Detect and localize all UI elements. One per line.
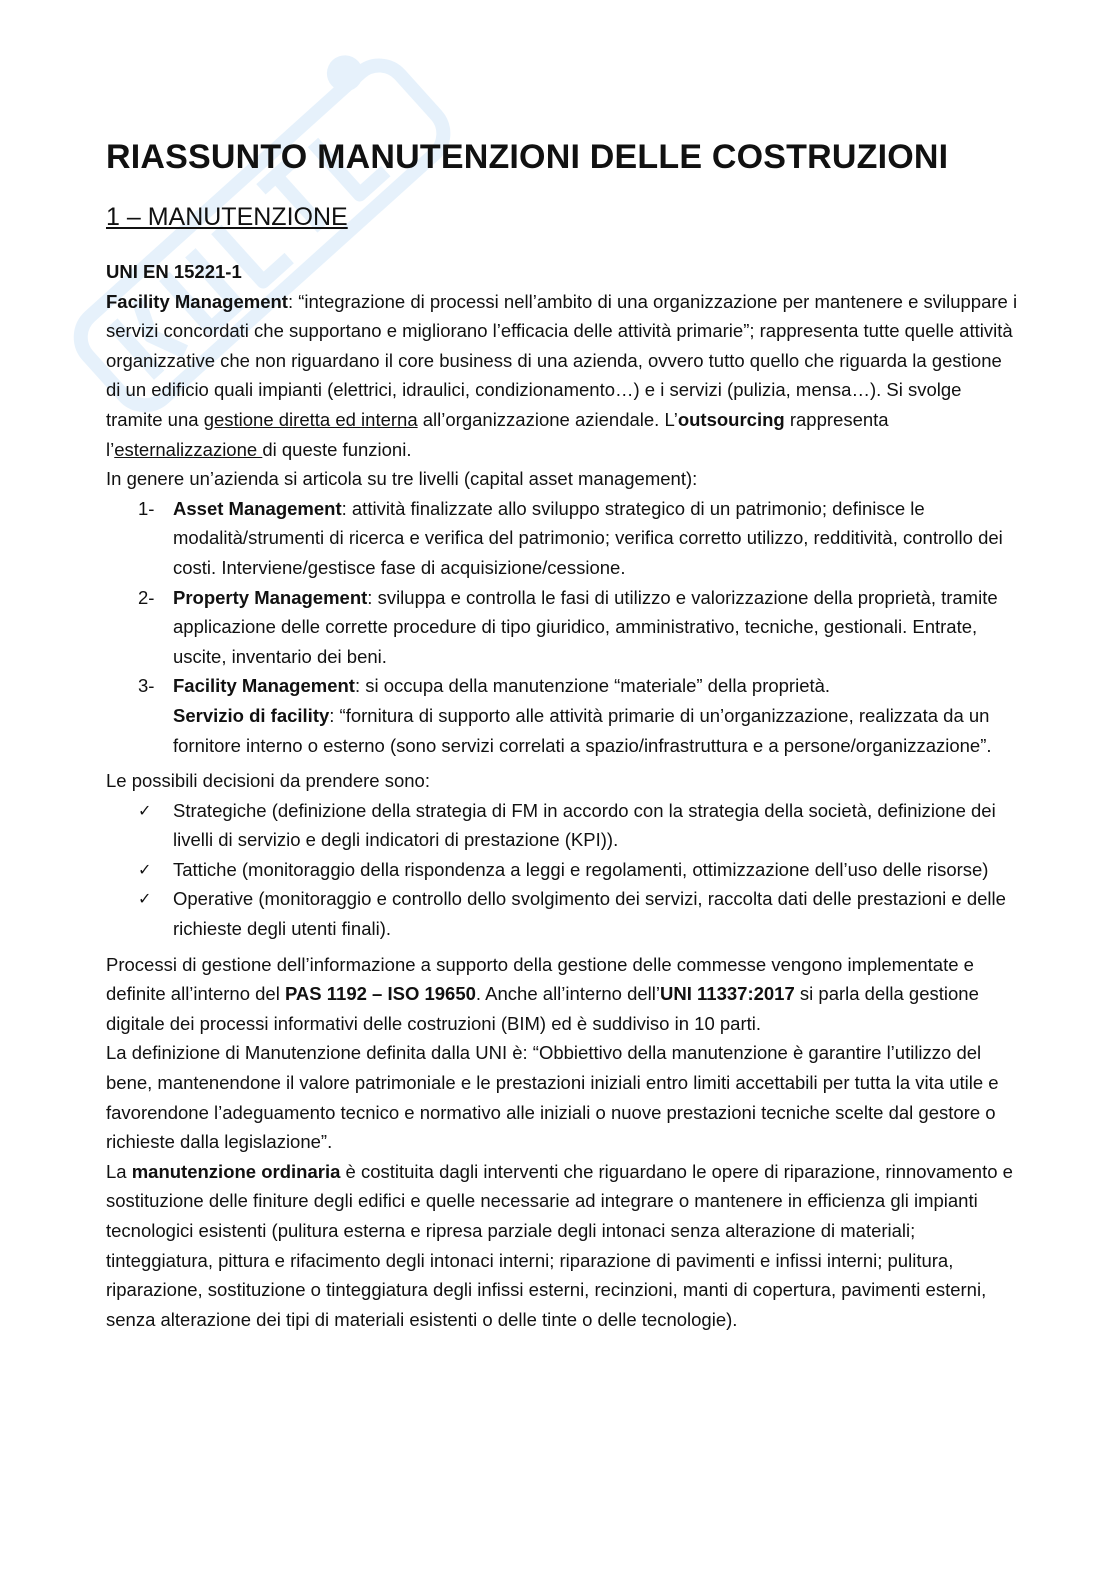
ordinary-maintenance-paragraph: La manutenzione ordinaria è costituita dagli interventi che riguardano le opere di riparazione, rinnovamento e sostituzione delle finiture degli edifici e quelle necessarie ad integrare o mantenere in efficienza gli impianti tecnologici esistenti (pulitura esterna e ripresa parziale degli intonaci senza alterazione di materiali; tinteggiatura, pittura e rifacimento degli intonaci interni; riparazione di pavimenti e infissi interni; pulitura, riparazione, sostituzione o tinteggiatura degli infissi esterni, recinzioni, manti di copertura, pavimenti esterni, senza alterazione dei tipi di materiali esistenti o delle tinte o delle tecnologie). xyxy=(106,1160,1013,1330)
norm-reference: UNI EN 15221-1 xyxy=(106,261,242,282)
list-item: ✓ Strategiche (definizione della strategia di FM in accordo con la strategia della società, definizione dei livelli di servizio e degli indicatori di prestazione (KPI)). xyxy=(106,796,1021,855)
information-management-paragraph: Processi di gestione dell’informazione a supporto della gestione delle commesse vengono implementate e definite all’interno del PAS 1192 – ISO 19650. Anche all’interno dell’UNI 11337:2017 si parla della gestione digitale dei processi informativi delle costruzioni (BIM) ed è suddiviso in 10 parti. xyxy=(106,953,979,1034)
list-item: ✓ Operative (monitoraggio e controllo dello svolgimento dei servizi, raccolta dati delle prestazioni e delle richieste degli utenti finali). xyxy=(106,884,1021,943)
document-title: RIASSUNTO MANUTENZIONI DELLE COSTRUZIONI xyxy=(106,138,949,176)
maintenance-definition-paragraph: La definizione di Manutenzione definita dalla UNI è: “Obbiettivo della manutenzione è garantire l’utilizzo del bene, mantenendone il valore patrimoniale e le prestazioni iniziali entro limiti accettabili per tutta la vita utile e favorendone l’adeguamento tecnico e normativo alle iniziali o nuove prestazioni tecniche scelte dal gestore o richieste dalla legislazione”. xyxy=(106,1042,999,1153)
checkmark-icon: ✓ xyxy=(138,859,152,879)
list-item: ✓ Tattiche (monitoraggio della rispondenza a leggi e regolamenti, ottimizzazione dell’uso delle risorse) xyxy=(106,855,1021,885)
facility-management-paragraph: Facility Management: “integrazione di processi nell’ambito di una organizzazione per mantenere e sviluppare i servizi concordati che supportano e migliorano l’efficacia delle attività primarie”; rappresenta tutte quelle attività organizzative che non riguardano il core business di una azienda, ovvero tutto quello che riguarda la gestione di un edificio quali impianti (elettrici, idraulici, condizionamento…) e i servizi (pulizia, mensa…). Si svolge tramite una gestione diretta ed interna all’organizzazione aziendale. L’outsourcing rappresenta l’esternalizzazione di queste funzioni. xyxy=(106,290,1018,460)
list-item: 3- Facility Management: si occupa della manutenzione “materiale” della proprietà. Servizio di facility: “fornitura di supporto alle attività primarie di un’organizzazione, realizzata da un fornitore interno o esterno (sono servizi correlati a spazio/infrastruttura e a persone/organizzazione”. xyxy=(138,675,992,756)
decisions-list xyxy=(106,796,1021,944)
section-heading: 1 – MANUTENZIONE xyxy=(106,203,348,231)
decisions-intro: Le possibili decisioni da prendere sono: xyxy=(106,770,430,792)
document-body xyxy=(106,257,1021,1334)
checkmark-icon: ✓ xyxy=(138,800,152,820)
levels-intro: In genere un’azienda si articola su tre livelli (capital asset management): xyxy=(106,468,698,490)
checkmark-icon: ✓ xyxy=(138,889,152,909)
list-item: 1- Asset Management: attività finalizzate allo sviluppo strategico di un patrimonio; definisce le modalità/strumenti di ricerca e verifica del patrimonio; verifica corretto utilizzo, redditività, controllo dei costi. Interviene/gestisce fase di acquisizione/cessione. xyxy=(138,497,1003,578)
management-levels-list xyxy=(106,494,1021,760)
list-item: 2- Property Management: sviluppa e controlla le fasi di utilizzo e valorizzazione della proprietà, tramite applicazione delle corrette procedure di tipo giuridico, amministrativo, tecniche, gestionali. Entrate, uscite, inventario dei beni. xyxy=(138,586,998,667)
